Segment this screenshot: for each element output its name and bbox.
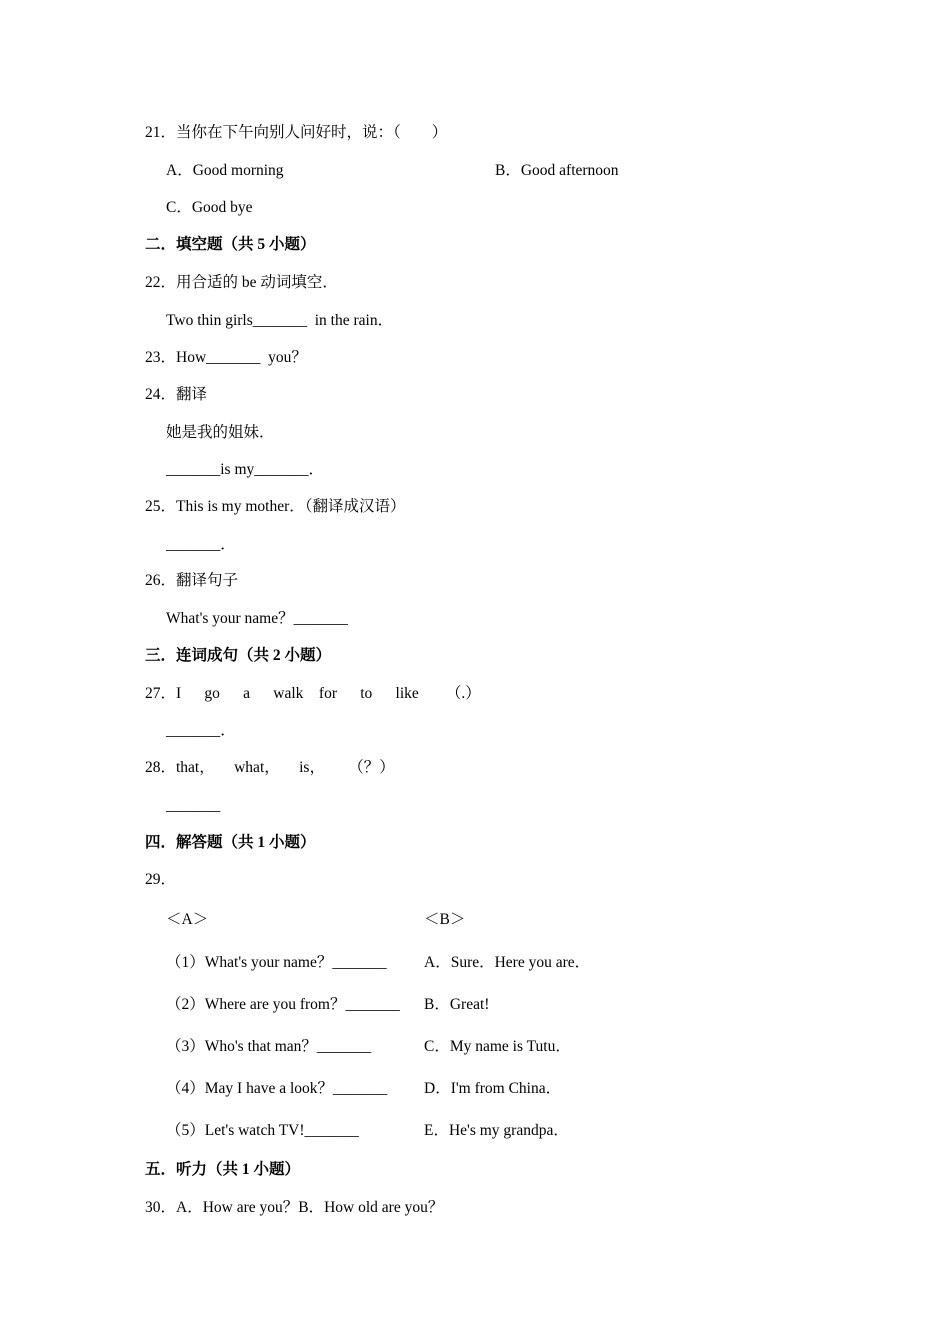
q25-stem: 25．This is my mother．（翻译成汉语）	[145, 498, 406, 515]
q29-stem: 29．	[145, 871, 177, 888]
q27-answer-line: _______．	[166, 722, 236, 739]
q29-b-item-3: C．My name is Tutu．	[424, 1038, 571, 1055]
q23-stem: 23．How_______ you？	[145, 349, 307, 366]
q24-stem: 24．翻译	[145, 386, 208, 403]
q21-stem: 21．当你在下午向别人问好时，说：（ ）	[145, 124, 448, 141]
q21-option-b: B．Good afternoon	[495, 162, 619, 179]
q29-a-item-5: （5）Let's watch TV!_______	[166, 1122, 359, 1139]
q29-a-item-2: （2）Where are you from？_______	[166, 996, 400, 1013]
q29-b-item-4: D．I'm from China．	[424, 1080, 562, 1097]
section-heading-fill-blank: 二．填空题（共 5 小题）	[145, 236, 316, 253]
q22-stem: 22．用合适的 be 动词填空．	[145, 274, 338, 291]
q29-a-item-4: （4）May I have a look？_______	[166, 1080, 388, 1097]
q26-stem: 26．翻译句子	[145, 572, 239, 589]
q29-b-item-1: A．Sure．Here you are．	[424, 954, 591, 971]
section-heading-word-order: 三．连词成句（共 2 小题）	[145, 647, 332, 664]
section-heading-answer: 四．解答题（共 1 小题）	[145, 834, 316, 851]
q29-a-item-1: （1）What's your name？_______	[166, 954, 387, 971]
q22-line: Two thin girls_______ in the rain．	[166, 312, 394, 329]
q29-col-b-header: ＜B＞	[424, 911, 466, 928]
q26-line: What's your name？_______	[166, 610, 348, 627]
q29-col-a-header: ＜A＞	[166, 911, 209, 928]
q21-option-c: C．Good bye	[166, 199, 253, 216]
section-heading-listening: 五．听力（共 1 小题）	[145, 1161, 301, 1178]
q29-b-item-5: E．He's my grandpa．	[424, 1122, 569, 1139]
q30-stem: 30．A．How are you？B．How old are you？	[145, 1199, 444, 1216]
q28-answer-line: _______	[166, 797, 221, 814]
q24-line1: 她是我的姐妹．	[166, 424, 275, 441]
q24-line2: _______is my_______．	[166, 461, 325, 478]
q29-b-item-2: B．Great!	[424, 996, 490, 1013]
q29-a-item-3: （3）Who's that man？_______	[166, 1038, 372, 1055]
q25-answer-line: _______．	[166, 536, 236, 553]
q27-stem: 27．I go a walk for to like （.）	[145, 685, 481, 702]
q28-stem: 28．that， what， is， （？）	[145, 759, 395, 776]
q21-option-a: A．Good morning	[166, 162, 284, 179]
